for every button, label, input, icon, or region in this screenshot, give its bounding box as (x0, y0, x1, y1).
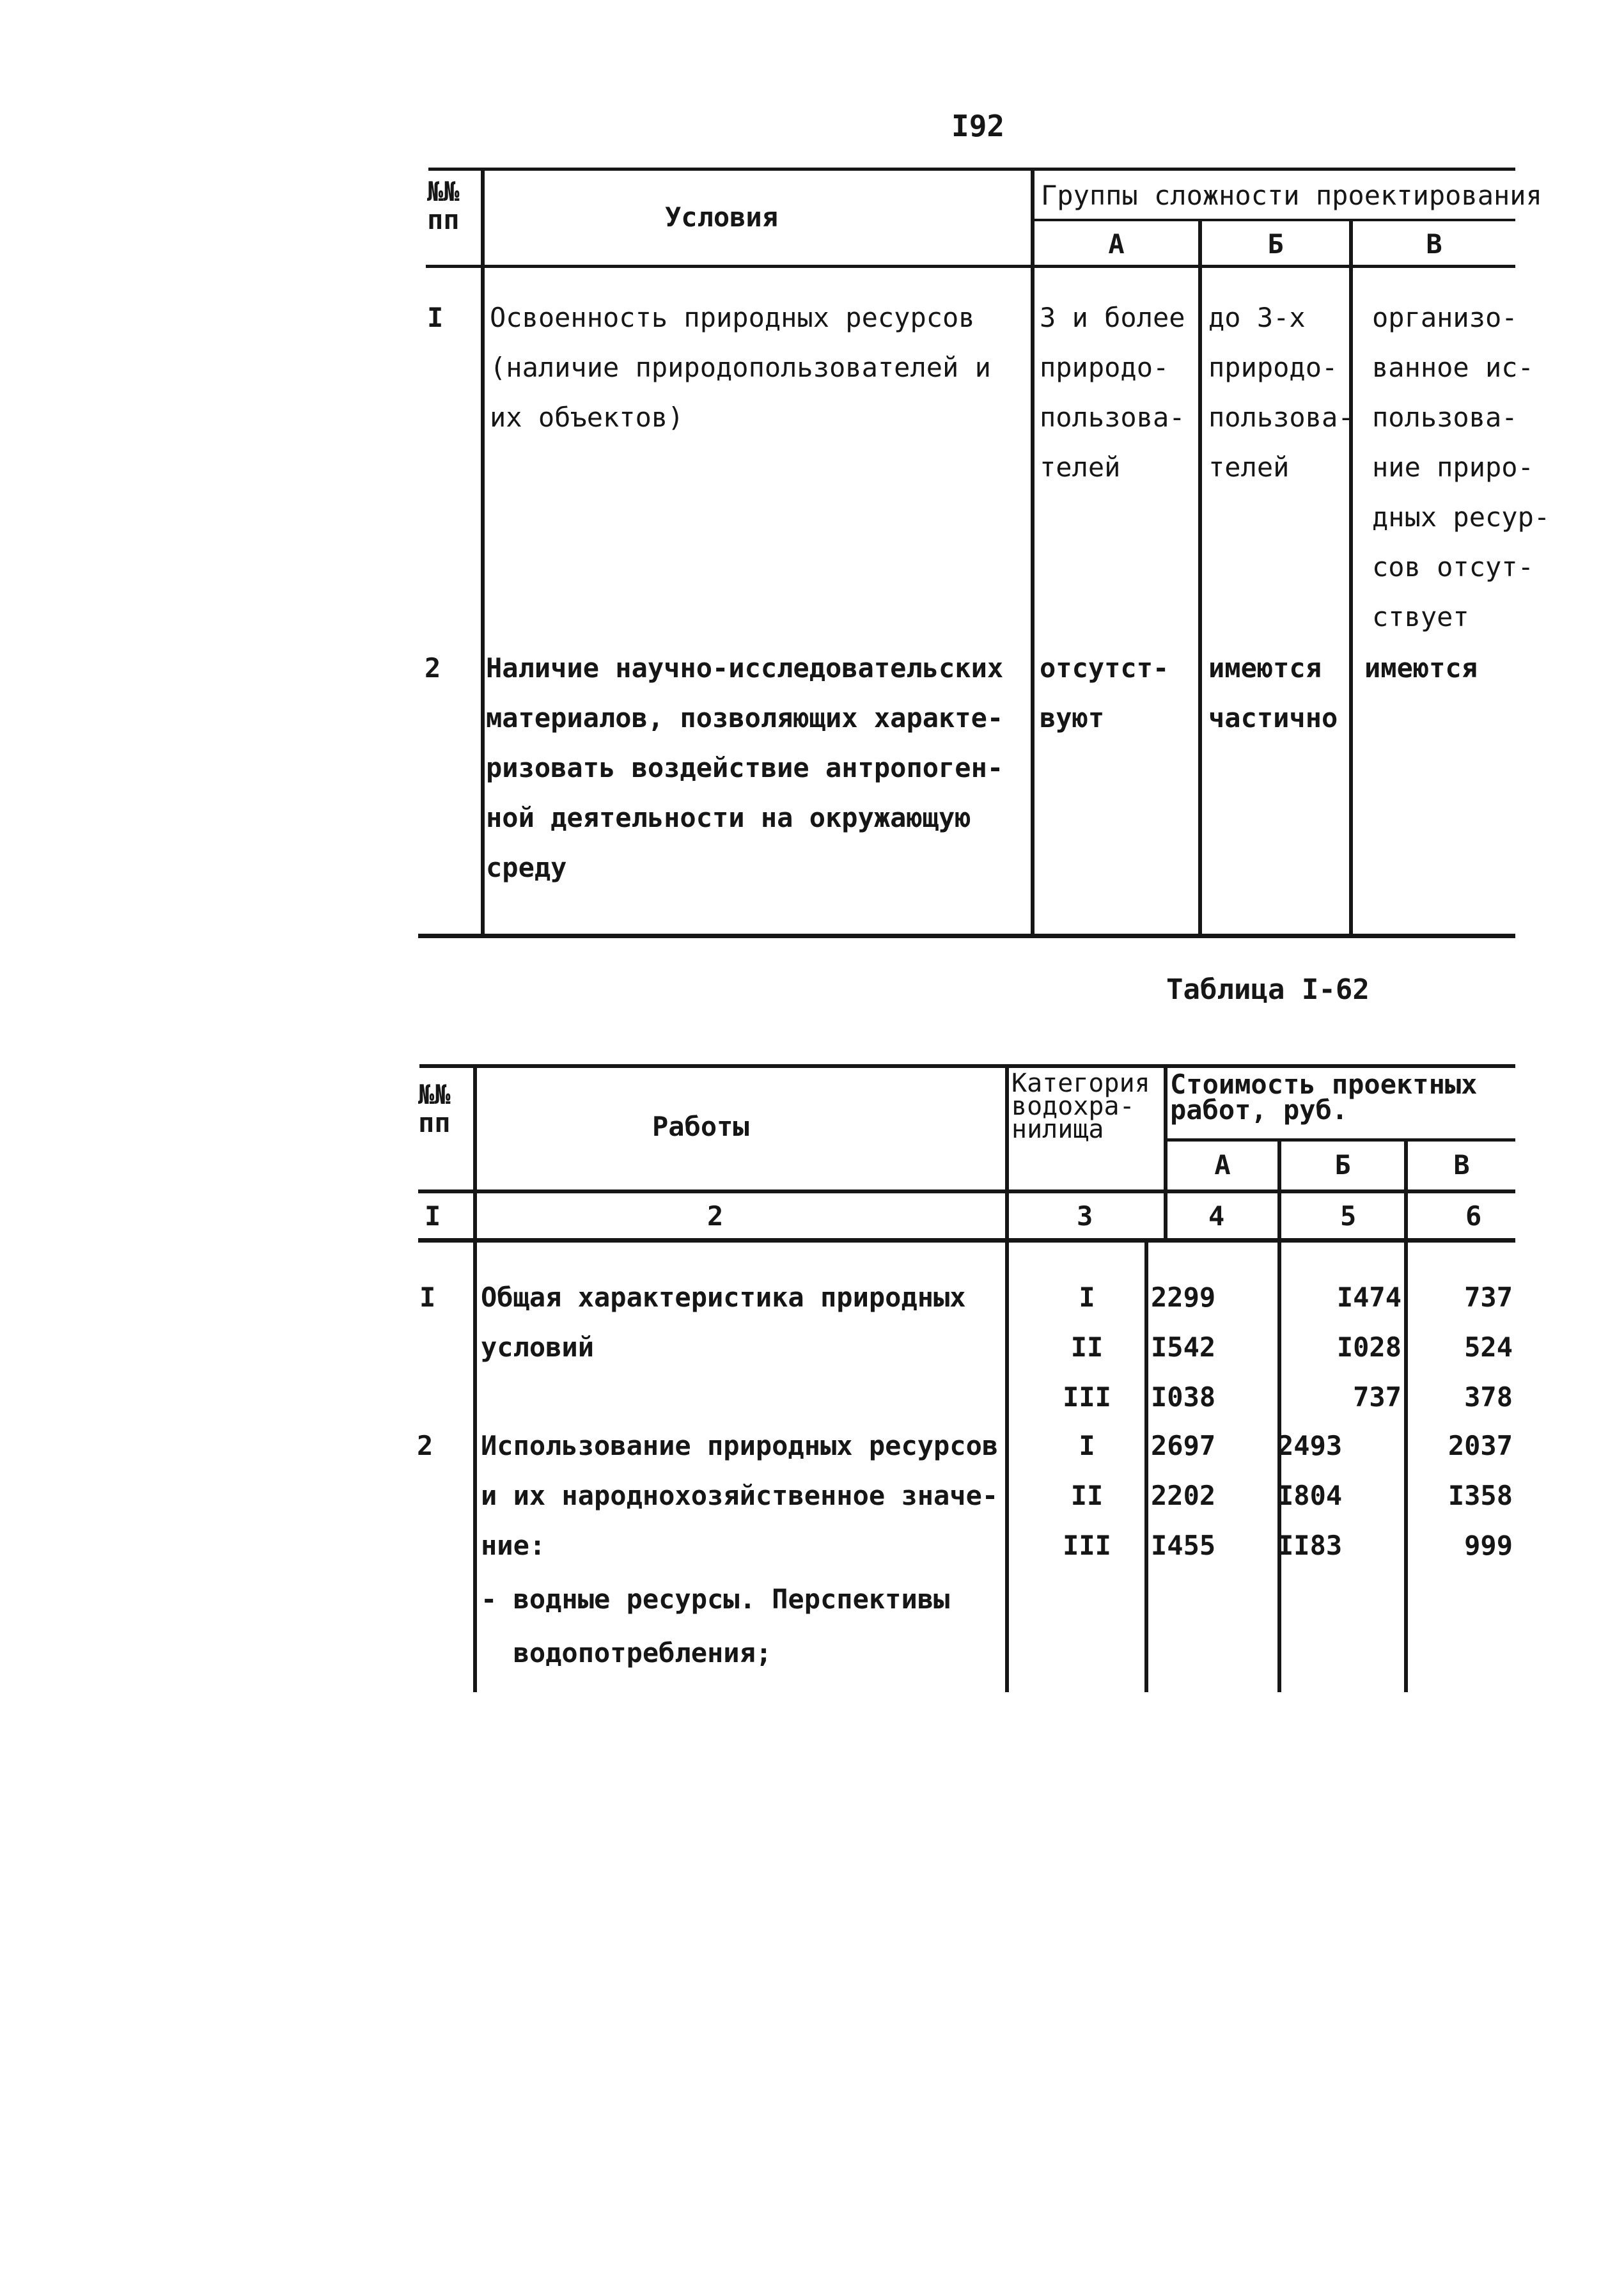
t1-row1-condition-line: их объектов) (490, 402, 684, 433)
t1-row1-v-line: ствует (1372, 601, 1469, 632)
t2-colnum-1: I (425, 1200, 441, 1232)
t2-row1-col-a (1151, 1273, 1215, 1422)
t2-header-num (418, 1081, 451, 1137)
t1-header-num (427, 178, 460, 234)
t2-divider-works (1005, 1064, 1009, 1692)
t2-row1-a-value: I038 (1151, 1381, 1216, 1413)
t2-row2-work-line: водопотребления; (481, 1637, 772, 1668)
t2-top-rule (419, 1064, 1515, 1068)
t1-row1-b-line: до 3-х (1208, 302, 1306, 333)
t1-header-group-a: А (1108, 228, 1125, 260)
t2-row2-category: III (1063, 1530, 1111, 1561)
t2-row2-v-value: 999 (1464, 1530, 1513, 1561)
t2-row2-categories (1049, 1421, 1125, 1571)
t1-row1-b-line: пользова- (1208, 402, 1354, 433)
t2-row1-category: III (1063, 1381, 1111, 1413)
t2-row2-b-value: I804 (1277, 1480, 1343, 1511)
t1-row1-num: I (427, 302, 444, 333)
t2-cost-subrule (1167, 1138, 1515, 1142)
t1-row1-group-b (1208, 293, 1354, 492)
t2-row1-b-value: I028 (1336, 1331, 1401, 1363)
t2-row1-a-value: I542 (1151, 1331, 1216, 1363)
t1-row2-condition-line: ризовать воздействие антропоген- (486, 752, 1004, 783)
t1-row1-condition (490, 293, 991, 443)
t2-row2-num: 2 (417, 1430, 433, 1461)
t1-row1-v-line: дных ресур- (1372, 501, 1550, 533)
t1-row1-group-a (1040, 293, 1185, 492)
t2-row1-categories (1049, 1273, 1125, 1422)
t1-divider-num (481, 168, 485, 934)
t2-header-category-line: Категория (1011, 1069, 1150, 1098)
t1-row1-group-v (1372, 293, 1550, 642)
t2-row1-v-value: 524 (1464, 1331, 1513, 1363)
t2-row1-category: II (1070, 1331, 1104, 1363)
t2-row1-b-value: I474 (1336, 1282, 1401, 1313)
t2-row1-work (481, 1273, 966, 1372)
t2-row2-col-v (1410, 1421, 1513, 1571)
t2-row1-category: I (1079, 1282, 1095, 1313)
t2-divider-a-b (1277, 1138, 1281, 1692)
t2-row2-v-value: 2037 (1448, 1430, 1513, 1461)
t2-row2-work-line: и их народнохозяйственное значе- (481, 1480, 999, 1511)
t2-divider-category-body (1144, 1241, 1148, 1692)
t1-row2-v-line: имеются (1364, 652, 1478, 684)
t1-row2-a-line: вуют (1040, 702, 1105, 734)
t2-row1-col-v (1410, 1273, 1513, 1422)
t1-row2-condition (486, 643, 1003, 893)
t2-colnum-bottom-rule (418, 1238, 1515, 1243)
t2-colnum-3: 3 (1077, 1200, 1093, 1232)
t1-row2-condition-line: Наличие научно-исследовательских (486, 652, 1004, 684)
t1-row1-a-line: пользова- (1040, 402, 1185, 433)
t2-header-category-line: нилища (1011, 1115, 1104, 1144)
t2-row2-col-b (1277, 1421, 1342, 1571)
t2-row2-work-line: Использование природных ресурсов (481, 1430, 999, 1461)
t2-row2-a-value: 2202 (1151, 1480, 1216, 1511)
t2-row1-num: I (419, 1282, 436, 1313)
t1-header-conditions: Условия (665, 201, 779, 233)
t2-header-col-v: В (1453, 1149, 1470, 1181)
t1-row1-a-line: природо- (1040, 352, 1169, 383)
t2-header-col-a: А (1214, 1149, 1231, 1181)
t2-row2-b-value: II83 (1277, 1530, 1343, 1561)
t1-header-groups: Группы сложности проектирования (1041, 180, 1542, 211)
t1-row2-b-line: частично (1208, 702, 1338, 734)
t2-header-cost-line: Стоимость проектных (1170, 1069, 1478, 1100)
t2-row1-v-value: 378 (1464, 1381, 1513, 1413)
table2-title: Таблица I-62 (1166, 973, 1370, 1006)
t2-header-bottom-rule (418, 1189, 1515, 1193)
t2-header-works: Работы (652, 1111, 749, 1142)
t2-header-cost (1170, 1069, 1478, 1126)
t1-header-num-line1: №№ (427, 176, 460, 207)
t2-row2-category: I (1079, 1430, 1095, 1461)
t1-row2-condition-line: ной деятельности на окружающую (486, 802, 971, 833)
t2-header-col-b: Б (1334, 1149, 1351, 1181)
t2-header-num-line2: пп (418, 1107, 451, 1138)
t2-row2-work-line: ние: (481, 1530, 546, 1561)
t2-row2-a-value: I455 (1151, 1530, 1216, 1561)
t1-row2-b-line: имеются (1208, 652, 1322, 684)
t1-row1-b-line: природо- (1208, 352, 1338, 383)
t2-row2-category: II (1070, 1480, 1104, 1511)
page-number: I92 (951, 109, 1005, 143)
t1-row2-group-v (1364, 643, 1478, 693)
t2-row2-a-value: 2697 (1151, 1430, 1216, 1461)
t1-row1-v-line: сов отсут- (1372, 551, 1534, 583)
t1-row1-b-line: телей (1208, 451, 1290, 483)
t1-row1-v-line: организо- (1372, 302, 1518, 333)
t1-row2-num: 2 (425, 652, 441, 684)
t2-row2-b-value: 2493 (1277, 1430, 1343, 1461)
t1-header-num-line2: пп (427, 204, 460, 235)
t1-divider-a-b (1198, 219, 1202, 934)
t2-header-category (1011, 1069, 1150, 1144)
t1-divider-conditions (1031, 168, 1035, 934)
t2-header-category-line: водохра- (1011, 1092, 1135, 1121)
t2-divider-num (473, 1064, 477, 1692)
t1-row2-condition-line: материалов, позволяющих характе- (486, 702, 1004, 734)
t2-row1-col-b (1284, 1273, 1401, 1422)
t1-row2-condition-line: среду (486, 852, 567, 883)
t2-row1-v-value: 737 (1464, 1282, 1513, 1313)
t2-colnum-4: 4 (1208, 1200, 1225, 1232)
t1-bottom-rule (418, 934, 1515, 938)
t2-colnum-5: 5 (1340, 1200, 1357, 1232)
t1-row2-a-line: отсутст- (1040, 652, 1169, 684)
t1-row1-v-line: ние приро- (1372, 451, 1534, 483)
t2-row2-col-a (1151, 1421, 1215, 1571)
t1-row1-v-line: пользова- (1372, 402, 1518, 433)
t1-header-group-b: Б (1267, 228, 1284, 260)
t2-row1-a-value: 2299 (1151, 1282, 1216, 1313)
t2-row1-b-value: 737 (1353, 1381, 1401, 1413)
t1-row1-v-line: ванное ис- (1372, 352, 1534, 383)
t2-row2-work-line: - водные ресурсы. Перспективы (481, 1583, 950, 1615)
t1-row1-a-line: телей (1040, 451, 1121, 483)
t1-row1-a-line: 3 и более (1040, 302, 1185, 333)
t1-row1-condition-line: Освоенность природных ресурсов (490, 302, 975, 333)
t1-header-group-v: В (1426, 228, 1442, 260)
t2-colnum-2: 2 (707, 1200, 724, 1232)
t2-row1-work-line: Общая характеристика природных (481, 1282, 966, 1313)
t2-row2-v-value: I358 (1448, 1480, 1513, 1511)
t1-group-subrule (1033, 219, 1515, 221)
t2-row2-work (481, 1421, 998, 1678)
t2-header-num-line1: №№ (418, 1079, 451, 1110)
t1-row1-condition-line: (наличие природопользователей и (490, 352, 991, 383)
t1-row2-group-a (1040, 643, 1169, 743)
t2-divider-b-v (1404, 1138, 1408, 1692)
t1-row2-group-b (1208, 643, 1338, 743)
t2-header-cost-line: работ, руб. (1170, 1094, 1348, 1126)
t2-colnum-6: 6 (1465, 1200, 1482, 1232)
t2-row1-work-line: условий (481, 1331, 595, 1363)
t1-top-rule (428, 168, 1515, 171)
